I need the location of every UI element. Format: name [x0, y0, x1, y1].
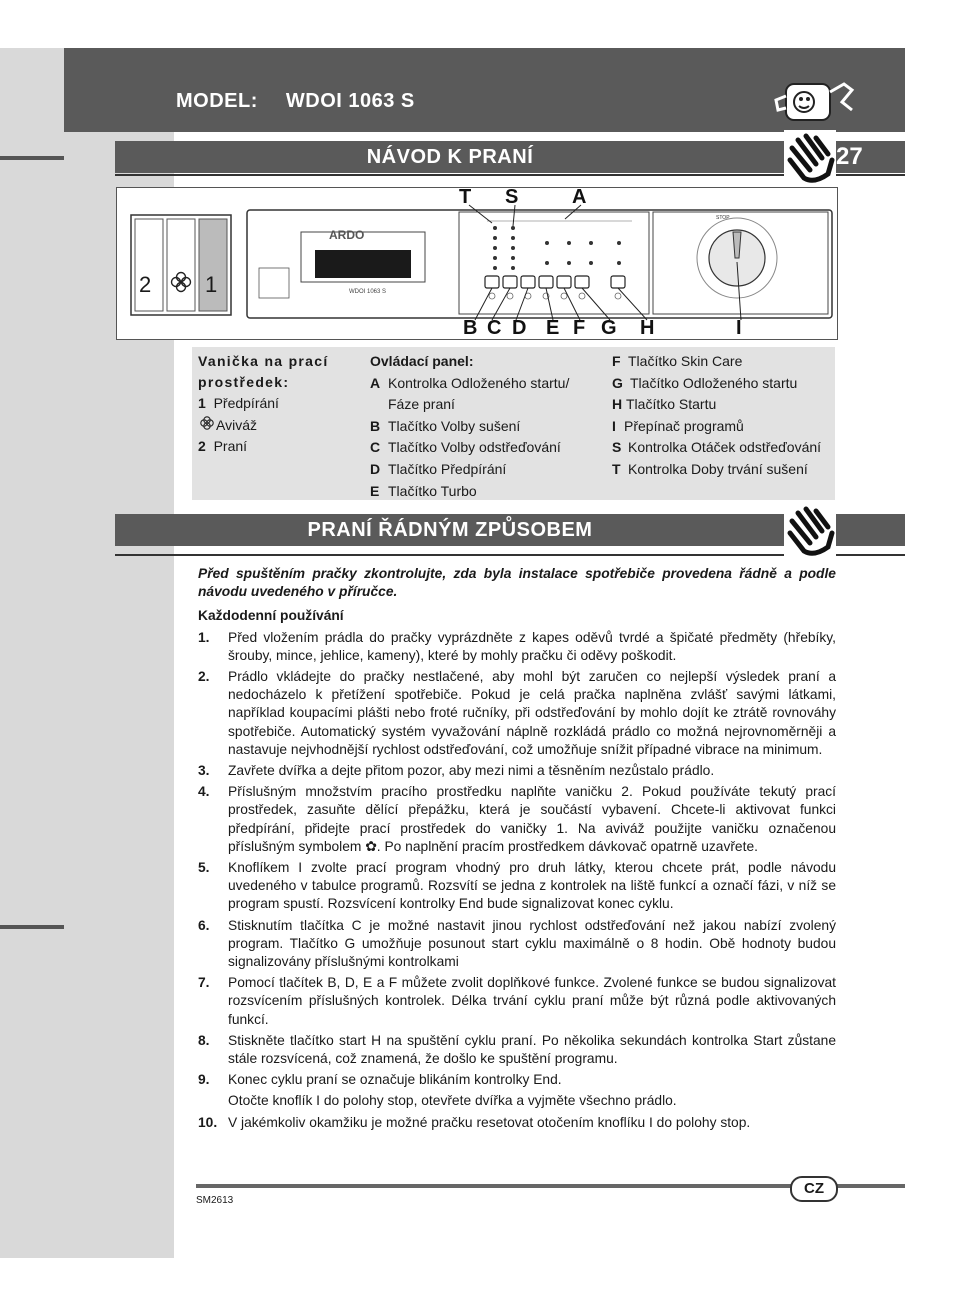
legend-item: F Tlačítko Skin Care [612, 353, 743, 369]
label-T: T [459, 186, 472, 208]
model-label: MODEL: [176, 90, 258, 112]
legend-item: E Tlačítko Turbo [370, 482, 477, 499]
section-title: PRANÍ ŘÁDNÝM ZPŮSOBEM [307, 519, 593, 541]
flower-icon [198, 416, 216, 430]
legend-drawer-column [198, 351, 348, 458]
legend-item: B Tlačítko Volby sušení [370, 417, 521, 434]
language-badge: CZ [790, 1176, 838, 1202]
legend-panel-column-2 [612, 351, 832, 481]
legend-item: 1 Předpírání [198, 395, 279, 411]
dial-stop-label: STOP [716, 215, 730, 221]
legend-item: C Tlačítko Volby odstřeďování [370, 439, 561, 456]
margin-rule [0, 925, 64, 929]
panel-model-label: WDOI 1063 S [349, 289, 387, 295]
legend-panel-column [370, 351, 590, 502]
subsection-title: Každodenní používání [198, 608, 344, 624]
list-item: Otočte knoflík I do polohy stop, otevřete dvířka a vyjměte všechno prádlo. [228, 1093, 677, 1109]
label-E: E [546, 317, 560, 339]
legend-item: G Tlačítko Odloženého startu [612, 374, 798, 391]
label-S: S [505, 186, 519, 208]
list-item: 9. Konec cyklu praní se označuje blikáním kontrolky End. [198, 1072, 562, 1088]
legend-item: A Kontrolka Odloženého startu/ Fáze praní [370, 374, 570, 413]
legend-item: D Tlačítko Předpírání [370, 460, 507, 477]
intro-paragraph: Před spuštěním pračky zkontrolujte, zda byla instalace spotřebiče provedena řádně a podle návodu uvedeného v příručce. [198, 566, 836, 600]
list-item: 7. Pomocí tlačítek B, D, E a F můžete zvolit doplňkové funkce. Zvolené funkce se budou signalizovat rozsvícením příslušných kontrolek. Délka trvání cyklu praní může být různá podle aktivovaných funkcí. [198, 975, 836, 1027]
list-item: 2. Prádlo vkládejte do pračky nestlačené, aby mohl být zaručen co nejlepší výsledek praní a nedocházelo k přetížení spotřebiče. Pokud je celá pračka naplněna zvlášť savými látkami, například koupacími plášti nebo froté ručníky, při odstřeďování by mohlo dojít ke ztrátě rovnováhy spotřebiče. Automatický systém vyvažování náplně rozkládá prádlo co možná nejrovnoměrněji a nastavuje nejvhodnější rychlost odstřeďování, což umožňuje snížit případné vibrace na minimum. [198, 669, 836, 757]
page-number: 27 [836, 143, 863, 170]
legend-item: Aviváž [198, 415, 348, 437]
label-C: C [487, 317, 502, 339]
label-G: G [601, 317, 617, 339]
list-item: 5. Knoflíkem I zvolte prací program vhodný pro druh látky, kterou chcete prát, podle návodu uvedeného v tabulce programů. Rozsvítí se jedna z kontrolek na liště funkcí a označí fázi, v níž se program spustí. Rozsvícení kontrolky End bude signalizovat konec cyklu. [198, 860, 836, 912]
label-D: D [512, 317, 527, 339]
hand-icon [784, 130, 836, 184]
hand-icon [784, 503, 836, 557]
label-H: H [640, 317, 655, 339]
legend-item: 2 Praní [198, 438, 248, 455]
list-item: 4. Příslušným množstvím pracího prostředku naplňte vaničku 2. Pokud používáte tekutý prací prostředek, zasuňte dělící přepážku, která je součástí vybavení. Chcete-li aktivovat funkci předpírání, přidejte prací prostředek do vaničky 1. Na aviváž použijte vaničku označenou příslušným symbolem ✿. Po naplnění pracím prostředkem dávkovač opatrně uzavřete. [198, 784, 836, 854]
legend-item: H Tlačítko Startu [612, 396, 717, 413]
model-name: WDOI 1063 S [285, 90, 415, 112]
list-item: 1. Před vložením prádla do pračky vyprázdněte z kapes oděvů tvrdé a špičaté předměty (hřebíky, šrouby, mince, jehlice, kameny), které by mohly pračku či oděvy poškodit. [198, 629, 836, 663]
model-title [176, 90, 443, 113]
instructions-body [198, 565, 836, 1132]
label-B: B [463, 317, 478, 339]
list-item: 10. V jakémkoliv okamžiku je možné pračku resetovat otočením knoflíku I do polohy stop. [198, 1114, 751, 1130]
legend-drawer-title: Vanička na prací prostředek: [198, 353, 329, 390]
brand-logo: ARDO [329, 228, 365, 242]
legend-item: S Kontrolka Otáček odstřeďování [612, 439, 822, 456]
list-item: 6. Stisknutím tlačítka C je možné nastavit jinou rychlost odstřeďování než jakou nabízí zvolený program. Tlačítko G umožňuje posunout start cyklu maximálně o 8 hodin. Obě hodnoty budou signalizovány příslušnými kontrolkami [198, 917, 836, 970]
drawer-2-label: 2 [139, 272, 152, 297]
list-item: 3. Zavřete dvířka a dejte přitom pozor, aby mezi nimi a těsněním nezůstalo prádlo. [198, 763, 715, 779]
legend-panel-title: Ovládací panel: [370, 353, 474, 369]
document-code: SM2613 [196, 1195, 234, 1206]
legend-box [192, 347, 835, 500]
washing-machine-mascot-icon [772, 78, 858, 126]
margin-rule [0, 156, 64, 160]
section-title: NÁVOD K PRANÍ [366, 146, 534, 168]
label-I: I [736, 317, 742, 339]
drawer-1-label: 1 [205, 272, 218, 297]
label-A: A [572, 186, 587, 208]
label-F: F [573, 317, 586, 339]
legend-item: T Kontrolka Doby trvání sušení [612, 460, 808, 477]
legend-item: I Přepínač programů [612, 417, 744, 434]
list-item: 8. Stiskněte tlačítko start H na spuštění cyklu praní. Po několika sekundách kontrolka Start zůstane stále rozsvícená, což znamená, že došlo ke spuštění programu. [198, 1032, 836, 1067]
